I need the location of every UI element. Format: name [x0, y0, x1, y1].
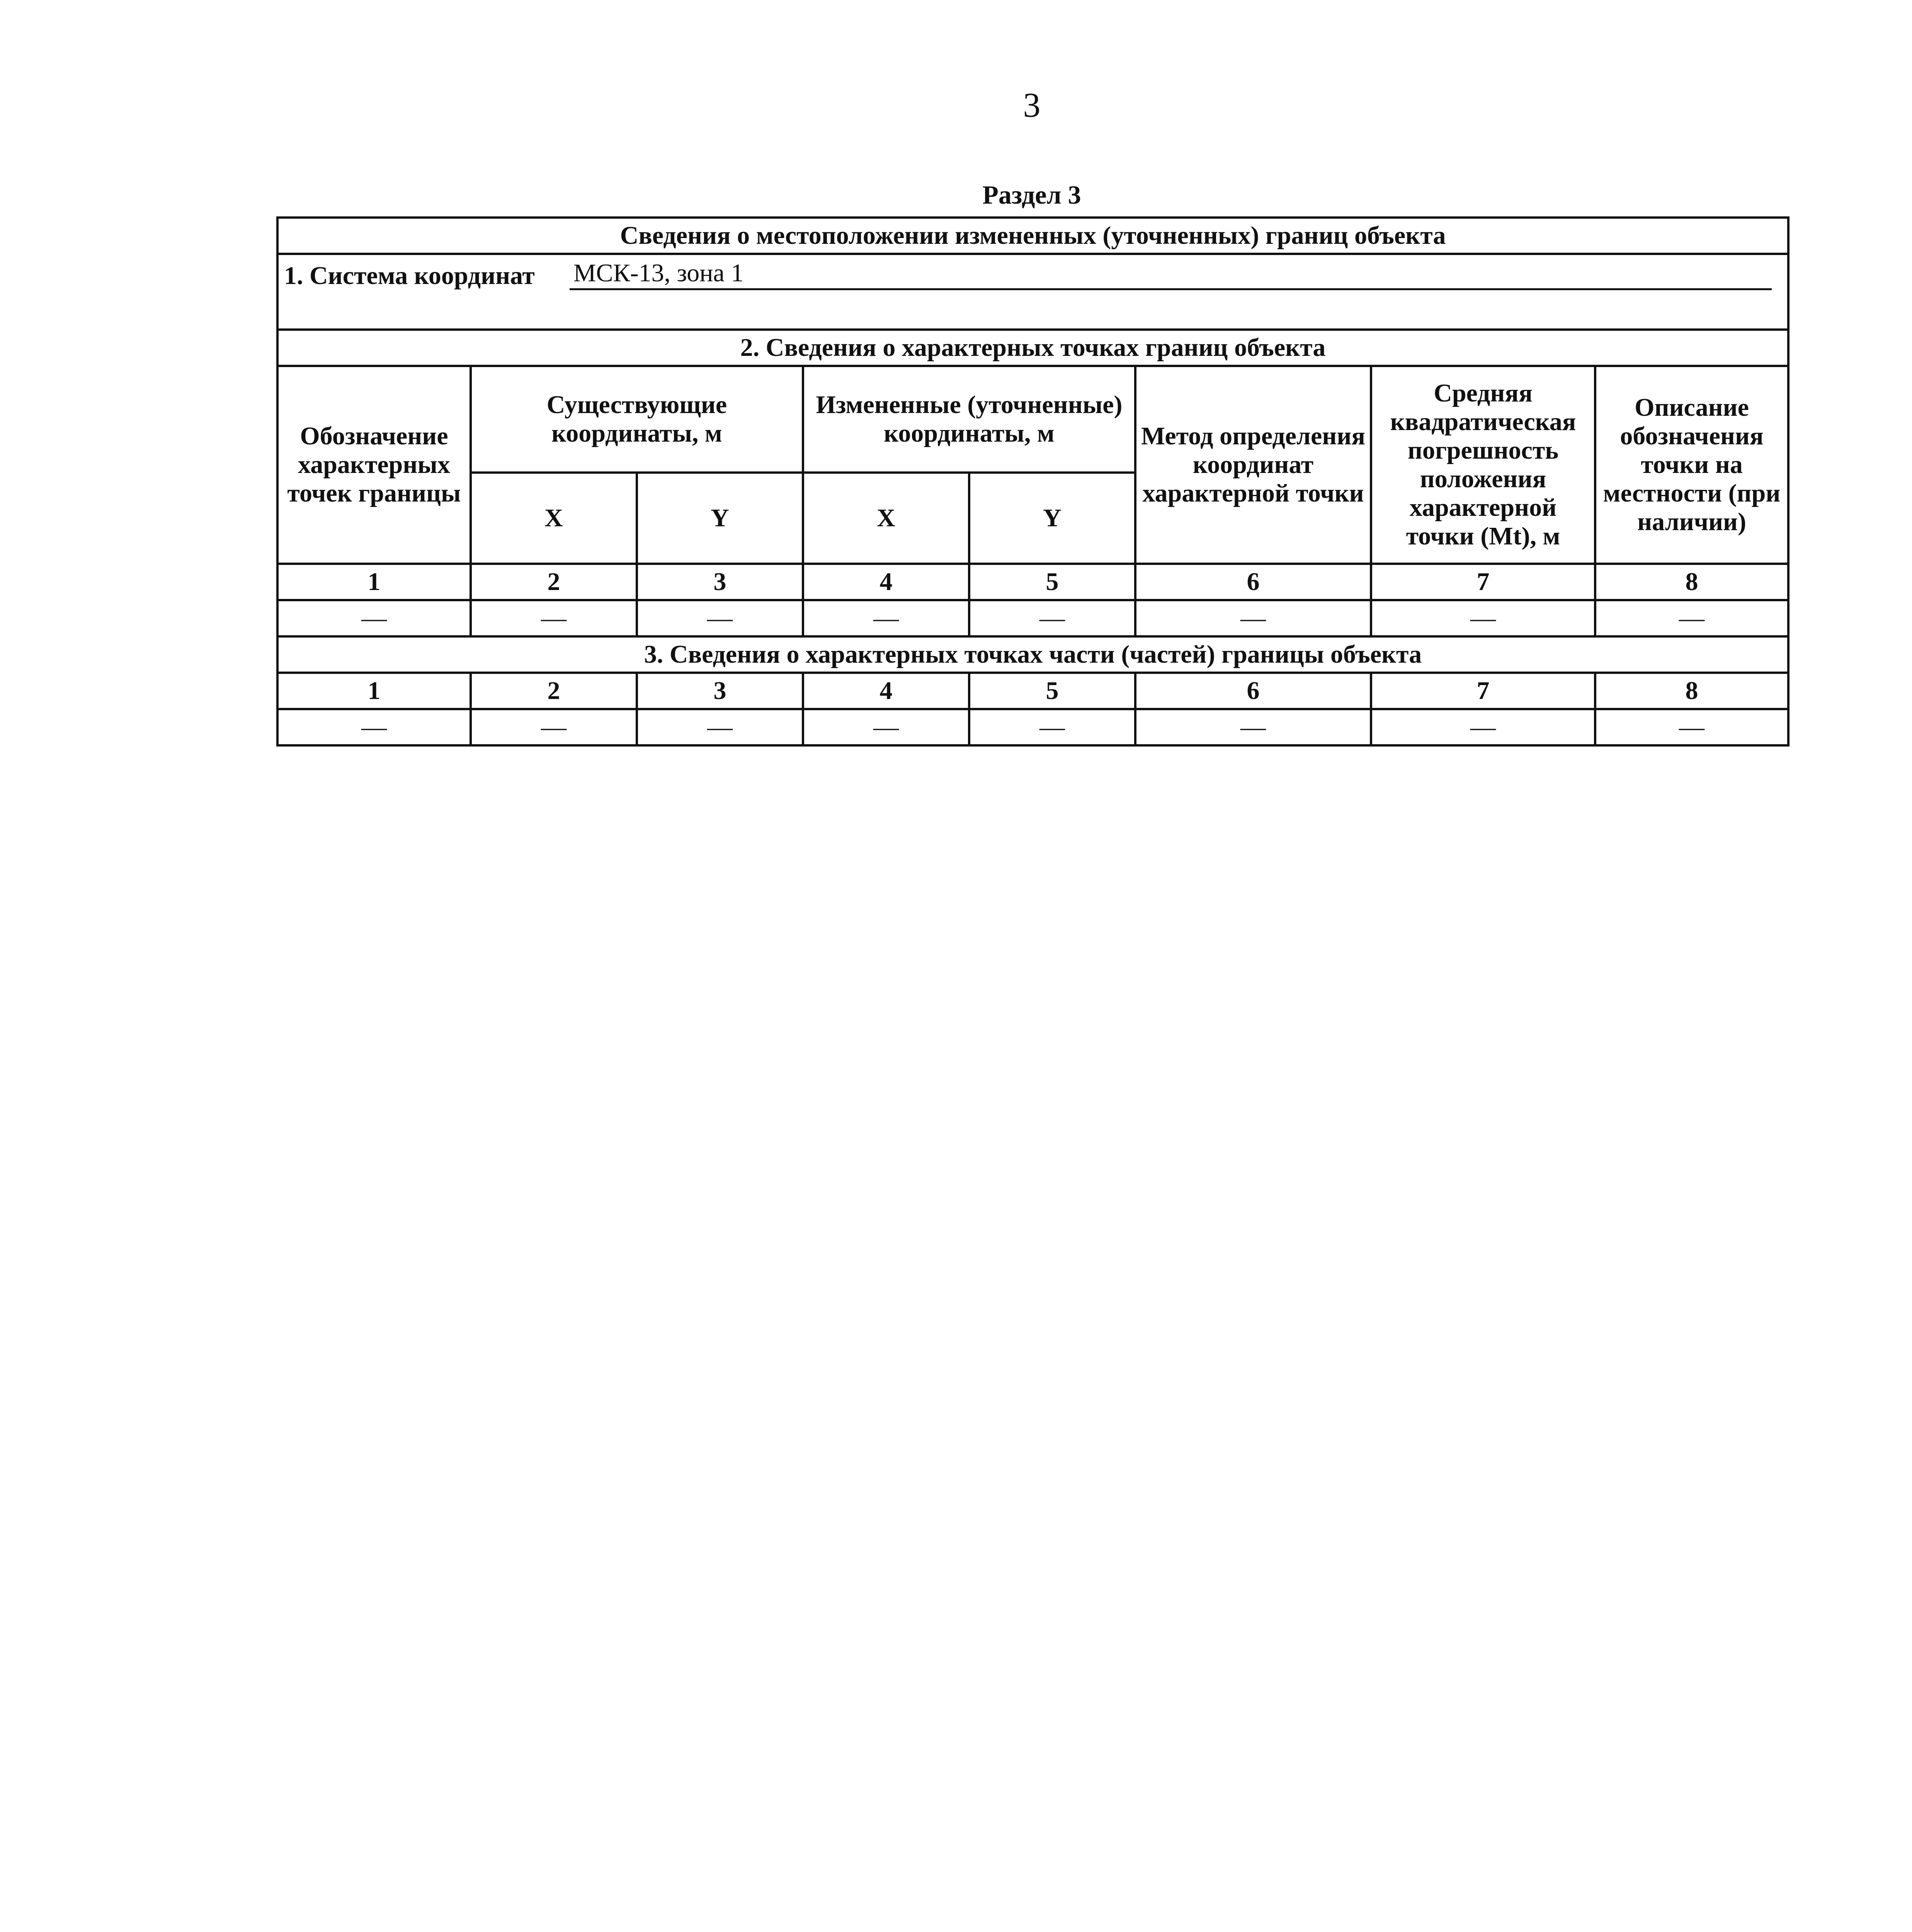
- part3-title: 3. Сведения о характерных точках части (частей) границы объекта: [277, 636, 1788, 673]
- col-existing-x-header: X: [471, 473, 637, 564]
- coord-system-cell: [277, 254, 1788, 298]
- table-main-header: Сведения о местоположении измененных (уточненных) границ объекта: [277, 218, 1788, 254]
- section-title: Раздел 3: [982, 180, 1081, 209]
- table-cell: —: [471, 709, 637, 745]
- table-cell: —: [803, 709, 969, 745]
- col-designation-header: Обозначение характерных точек границы: [277, 366, 471, 564]
- column-number: 6: [1135, 673, 1371, 709]
- table-cell: —: [637, 600, 803, 636]
- column-number: 8: [1595, 673, 1788, 709]
- page-number: 3: [1023, 86, 1041, 124]
- coord-system-label: 1. Система координат: [284, 262, 535, 290]
- column-number: 4: [803, 564, 969, 600]
- column-number: 3: [637, 564, 803, 600]
- boundary-table: [276, 216, 1790, 747]
- table-cell: —: [1135, 709, 1371, 745]
- column-number: 6: [1135, 564, 1371, 600]
- column-number: 2: [471, 673, 637, 709]
- part2-number-row: [277, 564, 1788, 600]
- col-existing-y-header: Y: [637, 473, 803, 564]
- column-number: 3: [637, 673, 803, 709]
- coord-system-value: МСК-13, зона 1: [570, 259, 1772, 290]
- table-cell: —: [637, 709, 803, 745]
- col-existing-header: Существующие координаты, м: [471, 366, 803, 473]
- column-number: 2: [471, 564, 637, 600]
- part2-data-row: [277, 600, 1788, 636]
- column-number: 5: [969, 564, 1135, 600]
- col-error-header: Средняя квадратическая погрешность положения характерной точки (Mt), м: [1371, 366, 1595, 564]
- column-number: 7: [1371, 564, 1595, 600]
- col-changed-header: Измененные (уточненные) координаты, м: [803, 366, 1135, 473]
- table-cell: —: [969, 709, 1135, 745]
- table-cell: —: [1371, 709, 1595, 745]
- part3-number-row: [277, 673, 1788, 709]
- coord-system-blank: [277, 298, 1788, 330]
- table-cell: —: [1595, 709, 1788, 745]
- table-cell: —: [1595, 600, 1788, 636]
- col-method-header: Метод определения координат характерной точки: [1135, 366, 1371, 564]
- column-number: 5: [969, 673, 1135, 709]
- column-number: 7: [1371, 673, 1595, 709]
- column-number: 4: [803, 673, 969, 709]
- table-cell: —: [969, 600, 1135, 636]
- col-description-header: Описание обозначения точки на местности (при наличии): [1595, 366, 1788, 564]
- table-cell: —: [471, 600, 637, 636]
- part2-title: 2. Сведения о характерных точках границ объекта: [277, 330, 1788, 366]
- table-cell: —: [803, 600, 969, 636]
- column-number: 1: [277, 564, 471, 600]
- column-number: 1: [277, 673, 471, 709]
- table-cell: —: [277, 709, 471, 745]
- table-cell: —: [1371, 600, 1595, 636]
- part3-data-row: [277, 709, 1788, 745]
- col-changed-y-header: Y: [969, 473, 1135, 564]
- table-cell: —: [277, 600, 471, 636]
- table-cell: —: [1135, 600, 1371, 636]
- col-changed-x-header: X: [803, 473, 969, 564]
- column-number: 8: [1595, 564, 1788, 600]
